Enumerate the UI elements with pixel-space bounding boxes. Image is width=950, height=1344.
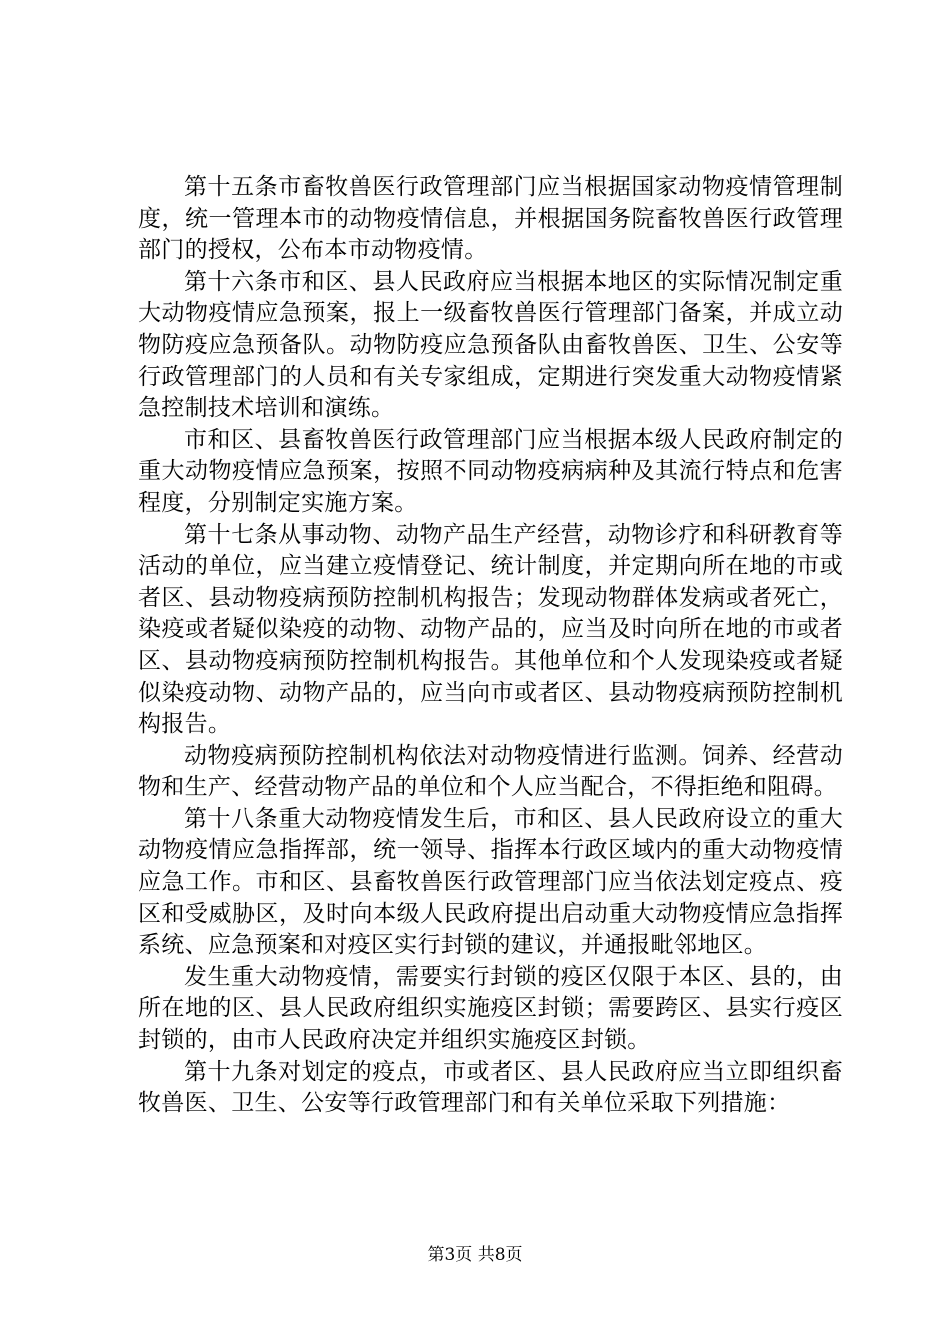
document-body — [138, 172, 843, 1120]
page-number-footer: 第3页 共8页 — [427, 1245, 523, 1265]
paragraph-article-15: 第十五条市畜牧兽医行政管理部门应当根据国家动物疫情管理制度，统一管理本市的动物疫情信息，并根据国务院畜牧兽医行政管理部门的授权，公布本市动物疫情。 — [138, 174, 843, 264]
paragraph-article-16-continued: 市和区、县畜牧兽医行政管理部门应当根据本级人民政府制定的重大动物疫情应急预案，按照不同动物疫病病种及其流行特点和危害程度，分别制定实施方案。 — [138, 426, 843, 516]
paragraph-article-16: 第十六条市和区、县人民政府应当根据本地区的实际情况制定重大动物疫情应急预案，报上一级畜牧兽医行管理部门备案，并成立动物防疫应急预备队。动物防疫应急预备队由畜牧兽医、卫生、公安等行政管理部门的人员和有关专家组成，定期进行突发重大动物疫情紧急控制技术培训和演练。 — [138, 268, 843, 422]
paragraph-article-18-continued: 发生重大动物疫情，需要实行封锁的疫区仅限于本区、县的，由所在地的区、县人民政府组织实施疫区封锁；需要跨区、县实行疫区封锁的，由市人民政府决定并组织实施疫区封锁。 — [138, 963, 843, 1054]
paragraph-article-19: 第十九条对划定的疫点，市或者区、县人民政府应当立即组织畜牧兽医、卫生、公安等行政管理部门和有关单位采取下列措施： — [138, 1058, 843, 1117]
paragraph-article-17: 第十七条从事动物、动物产品生产经营，动物诊疗和科研教育等活动的单位，应当建立疫情登记、统计制度，并定期向所在地的市或者区、县动物疫病预防控制机构报告；发现动物群体发病或者死亡，染疫或者疑似染疫的动物、动物产品的，应当及时向所在地的市或者区、县动物疫病预防控制机构报告。其他单位和个人发现染疫或者疑似染疫动物、动物产品的，应当向市或者区、县动物疫病预防控制机构报告。 — [138, 521, 843, 738]
paragraph-article-17-continued: 动物疫病预防控制机构依法对动物疫情进行监测。饲养、经营动物和生产、经营动物产品的单位和个人应当配合，不得拒绝和阻碍。 — [138, 742, 843, 801]
paragraph-article-18: 第十八条重大动物疫情发生后，市和区、县人民政府设立的重大动物疫情应急指挥部，统一领导、指挥本行政区域内的重大动物疫情应急工作。市和区、县畜牧兽医行政管理部门应当依法划定疫点、疫区和受威胁区，及时向本级人民政府提出启动重大动物疫情应急指挥系统、应急预案和对疫区实行封锁的建议，并通报毗邻地区。 — [138, 805, 843, 959]
